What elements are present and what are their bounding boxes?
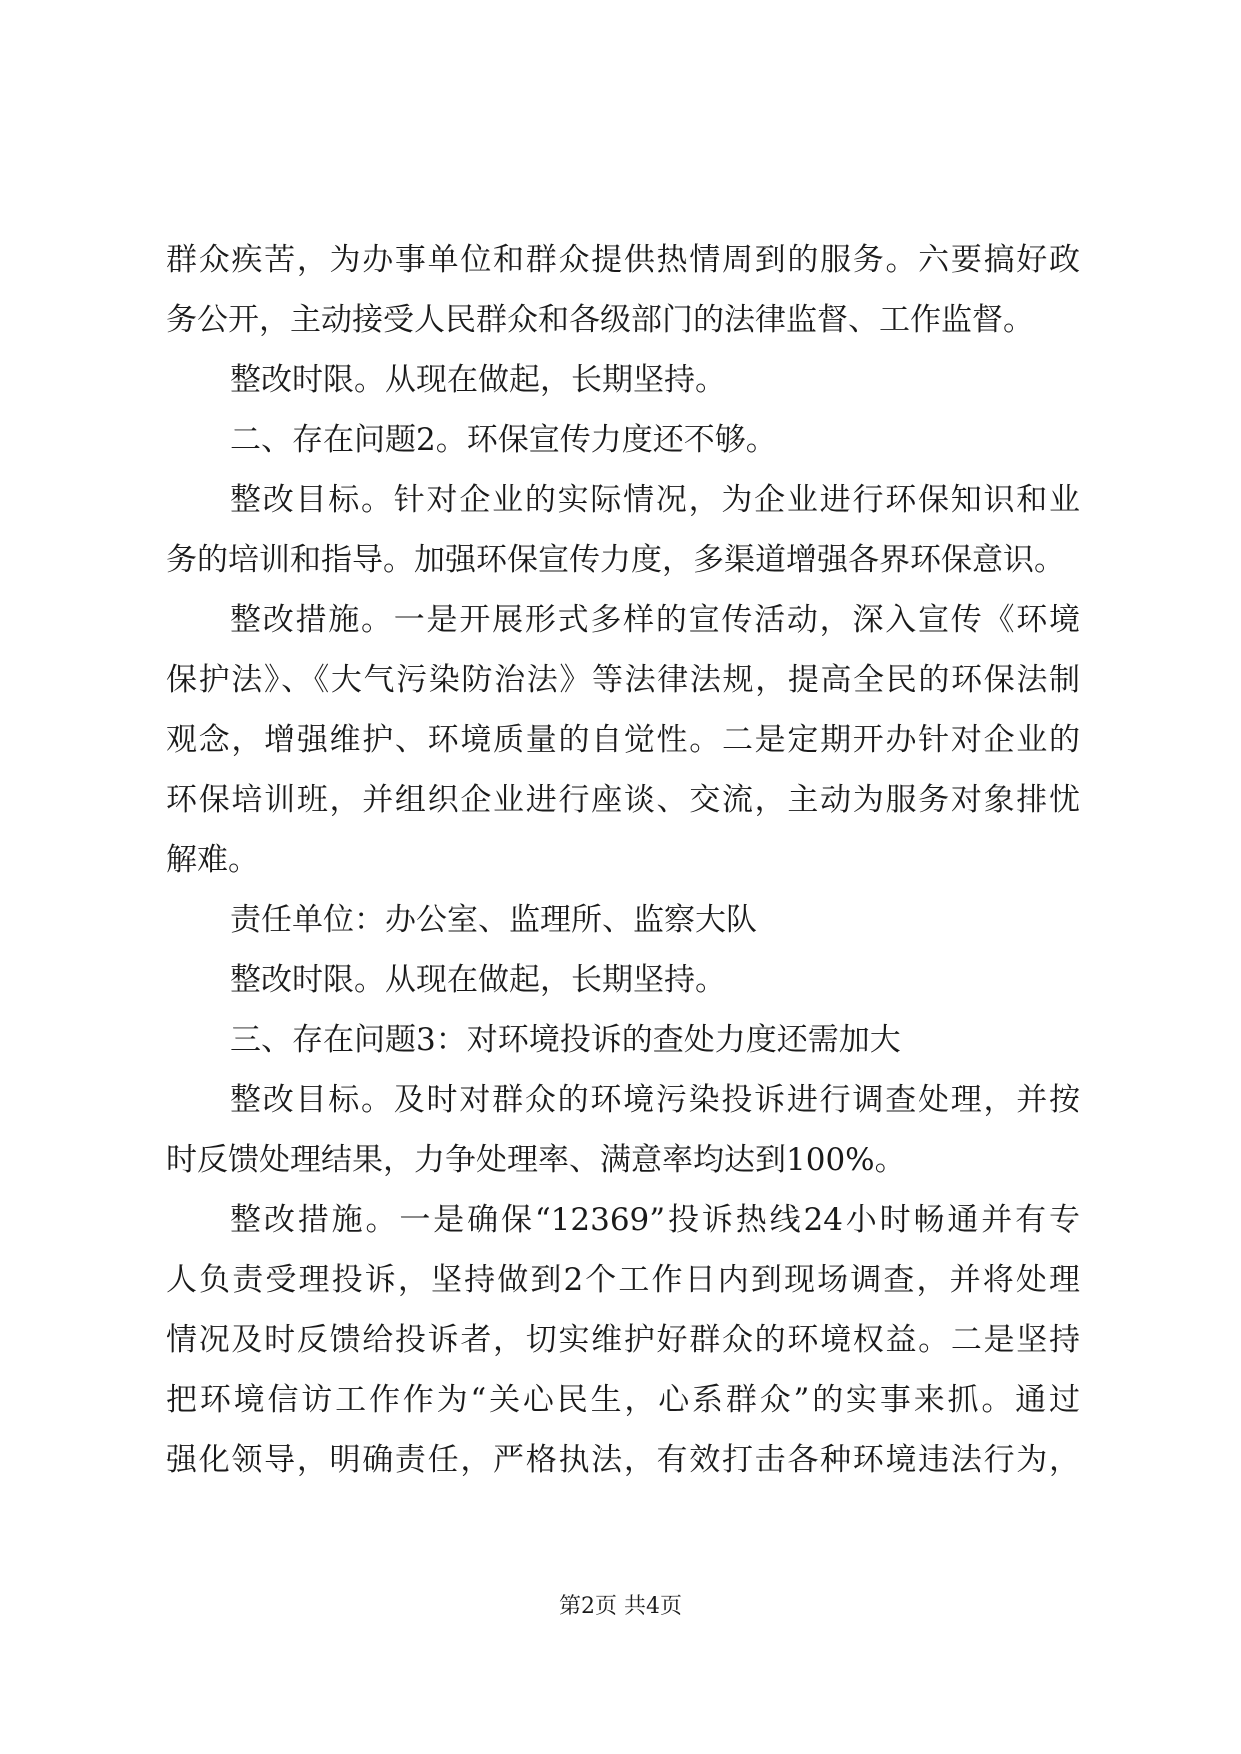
text-line: 务公开，主动接受人民群众和各级部门的法律监督、工作监督。 <box>166 302 1034 338</box>
text-line: 保护法》、《大气污染防治法》等法律法规，提高全民的环保法制 <box>166 662 1080 698</box>
text-line: 整改时限。从现在做起，长期坚持。 <box>230 362 726 398</box>
text-line: 整改目标。及时对群众的环境污染投诉进行调查处理，并按 <box>230 1082 1080 1118</box>
text-line: 把环境信访工作作为“关心民生，心系群众”的实事来抓。通过 <box>166 1382 1080 1418</box>
text-line: 强化领导，明确责任，严格执法，有效打击各种环境违法行为， <box>166 1442 1080 1478</box>
page-number-footer: 第2页 共4页 <box>559 1594 682 1619</box>
text-line: 群众疾苦，为办事单位和群众提供热情周到的服务。六要搞好政 <box>166 242 1080 278</box>
text-line: 务的培训和指导。加强环保宣传力度，多渠道增强各界环保意识。 <box>166 542 1065 578</box>
text-line: 整改措施。一是开展形式多样的宣传活动，深入宣传《环境 <box>230 602 1080 638</box>
text-line: 环保培训班，并组织企业进行座谈、交流，主动为服务对象排忧 <box>166 782 1080 818</box>
section-heading: 二、存在问题2。环保宣传力度还不够。 <box>230 422 777 458</box>
text-line: 整改措施。一是确保“12369”投诉热线24小时畅通并有专 <box>230 1202 1080 1238</box>
text-line: 解难。 <box>166 842 259 878</box>
text-line: 整改时限。从现在做起，长期坚持。 <box>230 962 726 998</box>
text-line: 情况及时反馈给投诉者，切实维护好群众的环境权益。二是坚持 <box>166 1322 1080 1358</box>
section-heading: 三、存在问题3：对环境投诉的查处力度还需加大 <box>230 1022 901 1058</box>
text-line: 责任单位：办公室、监理所、监察大队 <box>230 902 757 938</box>
document-body <box>166 230 1080 1490</box>
text-line: 观念，增强维护、环境质量的自觉性。二是定期开办针对企业的 <box>166 722 1080 758</box>
text-line: 整改目标。针对企业的实际情况，为企业进行环保知识和业 <box>230 482 1080 518</box>
text-line: 人负责受理投诉，坚持做到2个工作日内到现场调查，并将处理 <box>166 1262 1080 1298</box>
text-line: 时反馈处理结果，力争处理率、满意率均达到100%。 <box>166 1142 906 1178</box>
